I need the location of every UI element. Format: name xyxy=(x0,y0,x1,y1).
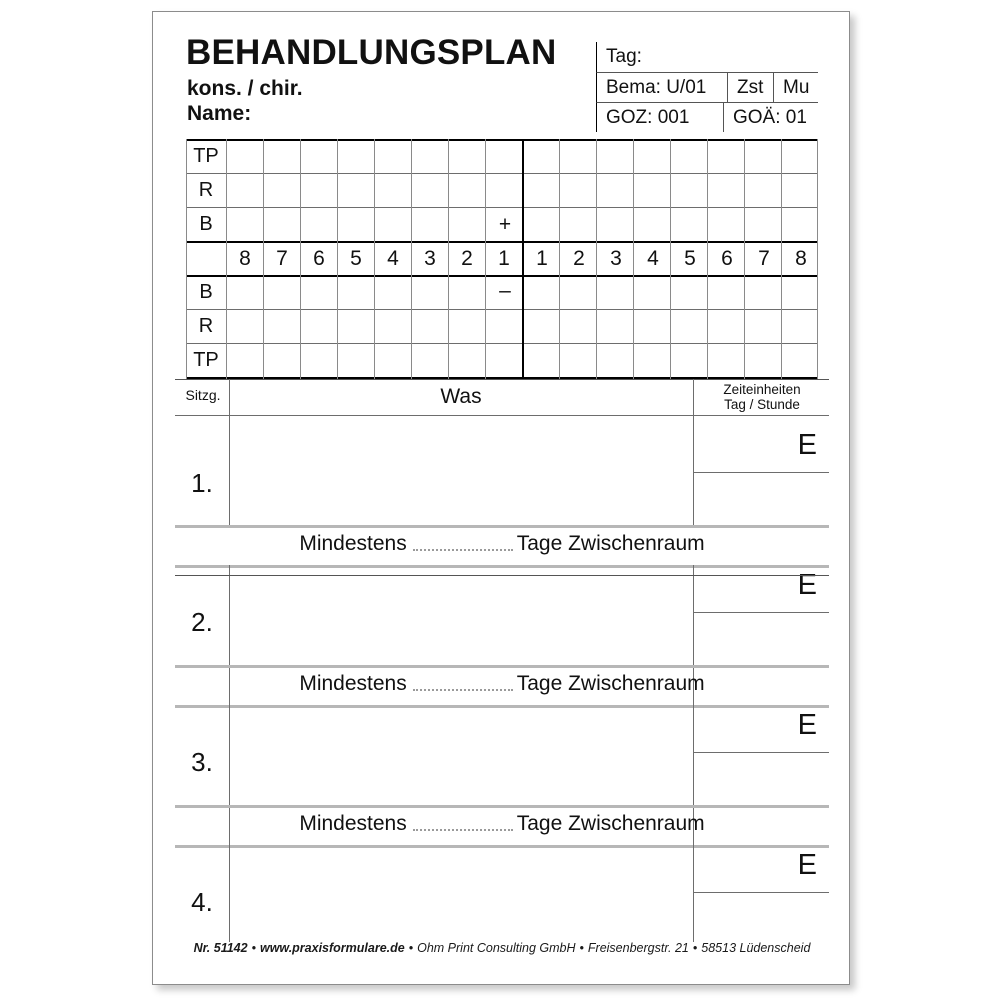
tooth-number: 5 xyxy=(684,247,696,270)
footer-street: Freisenbergstr. 21 xyxy=(587,941,689,955)
session-unit-marker[interactable]: E xyxy=(797,429,817,461)
footer-company: Ohm Print Consulting GmbH xyxy=(417,941,576,955)
table-rule-vertical xyxy=(229,845,230,942)
tooth-number: 2 xyxy=(461,247,473,270)
tooth-row-label-b-lower: B xyxy=(199,281,213,303)
page-title: BEHANDLUNGSPLAN xyxy=(186,33,557,72)
table-rule xyxy=(175,379,829,380)
tooth-grid-hline xyxy=(186,275,818,277)
tooth-chart xyxy=(186,139,818,379)
info-mu-label: Mu xyxy=(773,73,819,102)
footer-city: 58513 Lüdenscheid xyxy=(701,941,811,955)
table-rule xyxy=(175,415,829,416)
tooth-number: 1 xyxy=(498,247,510,270)
form-field-name-label: Name: xyxy=(187,102,252,125)
interval-note xyxy=(175,532,829,556)
quadrant-sign-upper: + xyxy=(498,213,512,236)
session-unit-marker[interactable]: E xyxy=(797,849,817,881)
tooth-number: 5 xyxy=(350,247,362,270)
session-number: 1. xyxy=(191,468,213,498)
tooth-number: 3 xyxy=(610,247,622,270)
session-number: 4. xyxy=(191,887,213,917)
column-header-zeiteinheiten xyxy=(695,382,829,412)
info-zst-label: Zst xyxy=(727,73,773,102)
info-tag-label: Tag: xyxy=(606,46,642,67)
info-goz-value: GOZ: 001 xyxy=(606,106,690,128)
table-bottom-rule xyxy=(175,575,829,576)
interval-suffix: Tage Zwischenraum xyxy=(516,812,705,835)
tooth-number: 8 xyxy=(239,247,251,270)
interval-fill-line[interactable] xyxy=(413,829,513,831)
tooth-number: 8 xyxy=(795,247,807,270)
tooth-row-label-r-lower: R xyxy=(198,315,214,337)
interval-suffix: Tage Zwischenraum xyxy=(516,532,705,555)
tooth-grid-hline xyxy=(186,173,818,174)
info-row-goz xyxy=(596,102,818,132)
tooth-grid-hline xyxy=(186,207,818,208)
tooth-number: 4 xyxy=(387,247,399,270)
form-sheet xyxy=(152,11,850,985)
tooth-row-label-r-upper: R xyxy=(198,179,214,201)
interval-suffix: Tage Zwischenraum xyxy=(516,672,705,695)
tooth-grid-hline xyxy=(186,139,818,141)
footer-imprint xyxy=(153,941,851,955)
tooth-number: 6 xyxy=(313,247,325,270)
table-rule-vertical xyxy=(229,379,230,525)
interval-prefix: Mindestens xyxy=(299,812,407,835)
info-row-bema xyxy=(596,72,818,102)
interval-note xyxy=(175,672,829,696)
unit-subdivider xyxy=(693,892,829,893)
footer-bullet: • xyxy=(692,941,698,955)
interval-prefix: Mindestens xyxy=(299,532,407,555)
info-box xyxy=(596,42,818,132)
footer-bullet: • xyxy=(579,941,584,955)
session-number: 3. xyxy=(191,747,213,777)
table-rule-vertical xyxy=(693,379,694,525)
table-rule-gray xyxy=(175,845,829,848)
interval-fill-line[interactable] xyxy=(413,549,513,551)
quadrant-sign-lower: – xyxy=(499,279,511,302)
tooth-grid-hline xyxy=(186,343,818,344)
table-rule-gray xyxy=(175,565,829,568)
info-goae-value: GOÄ: 01 xyxy=(723,103,819,132)
zeiteinheiten-line-1: Zeiteinheiten xyxy=(723,382,801,397)
footer-form-number: Nr. 51142 xyxy=(193,941,248,955)
interval-prefix: Mindestens xyxy=(299,672,407,695)
tooth-number: 3 xyxy=(424,247,436,270)
tooth-number: 7 xyxy=(758,247,770,270)
tooth-number: 1 xyxy=(536,247,548,270)
tooth-row-label-b-upper: B xyxy=(199,213,213,235)
tooth-number: 6 xyxy=(721,247,733,270)
interval-note xyxy=(175,812,829,836)
table-rule-vertical xyxy=(693,845,694,942)
table-rule-gray xyxy=(175,705,829,708)
info-bema-value: Bema: U/01 xyxy=(606,76,707,98)
tooth-number: 2 xyxy=(573,247,585,270)
footer-bullet: • xyxy=(251,941,256,955)
table-rule-gray xyxy=(175,665,829,668)
tooth-number: 7 xyxy=(276,247,288,270)
info-row-tag xyxy=(596,42,818,72)
unit-subdivider xyxy=(693,752,829,753)
unit-subdivider xyxy=(693,472,829,473)
session-number: 2. xyxy=(191,607,213,637)
column-header-was: Was xyxy=(440,385,482,408)
session-unit-marker[interactable]: E xyxy=(797,709,817,741)
form-subtitle-discipline: kons. / chir. xyxy=(187,77,303,100)
tooth-grid-hline xyxy=(186,241,818,243)
footer-website[interactable]: www.praxisformulare.de xyxy=(259,941,405,955)
tooth-grid-vline xyxy=(186,139,187,379)
table-rule-gray xyxy=(175,805,829,808)
tooth-row-label-tp-lower: TP xyxy=(193,349,219,371)
tooth-row-label-tp-upper: TP xyxy=(193,145,219,167)
interval-fill-line[interactable] xyxy=(413,689,513,691)
unit-subdivider xyxy=(693,612,829,613)
tooth-number: 4 xyxy=(647,247,659,270)
zeiteinheiten-line-2: Tag / Stunde xyxy=(724,397,800,412)
footer-bullet: • xyxy=(408,941,414,955)
column-header-sitzung: Sitzg. xyxy=(185,387,221,403)
table-rule-gray xyxy=(175,525,829,528)
session-unit-marker[interactable]: E xyxy=(797,569,817,601)
tooth-grid-hline xyxy=(186,309,818,310)
